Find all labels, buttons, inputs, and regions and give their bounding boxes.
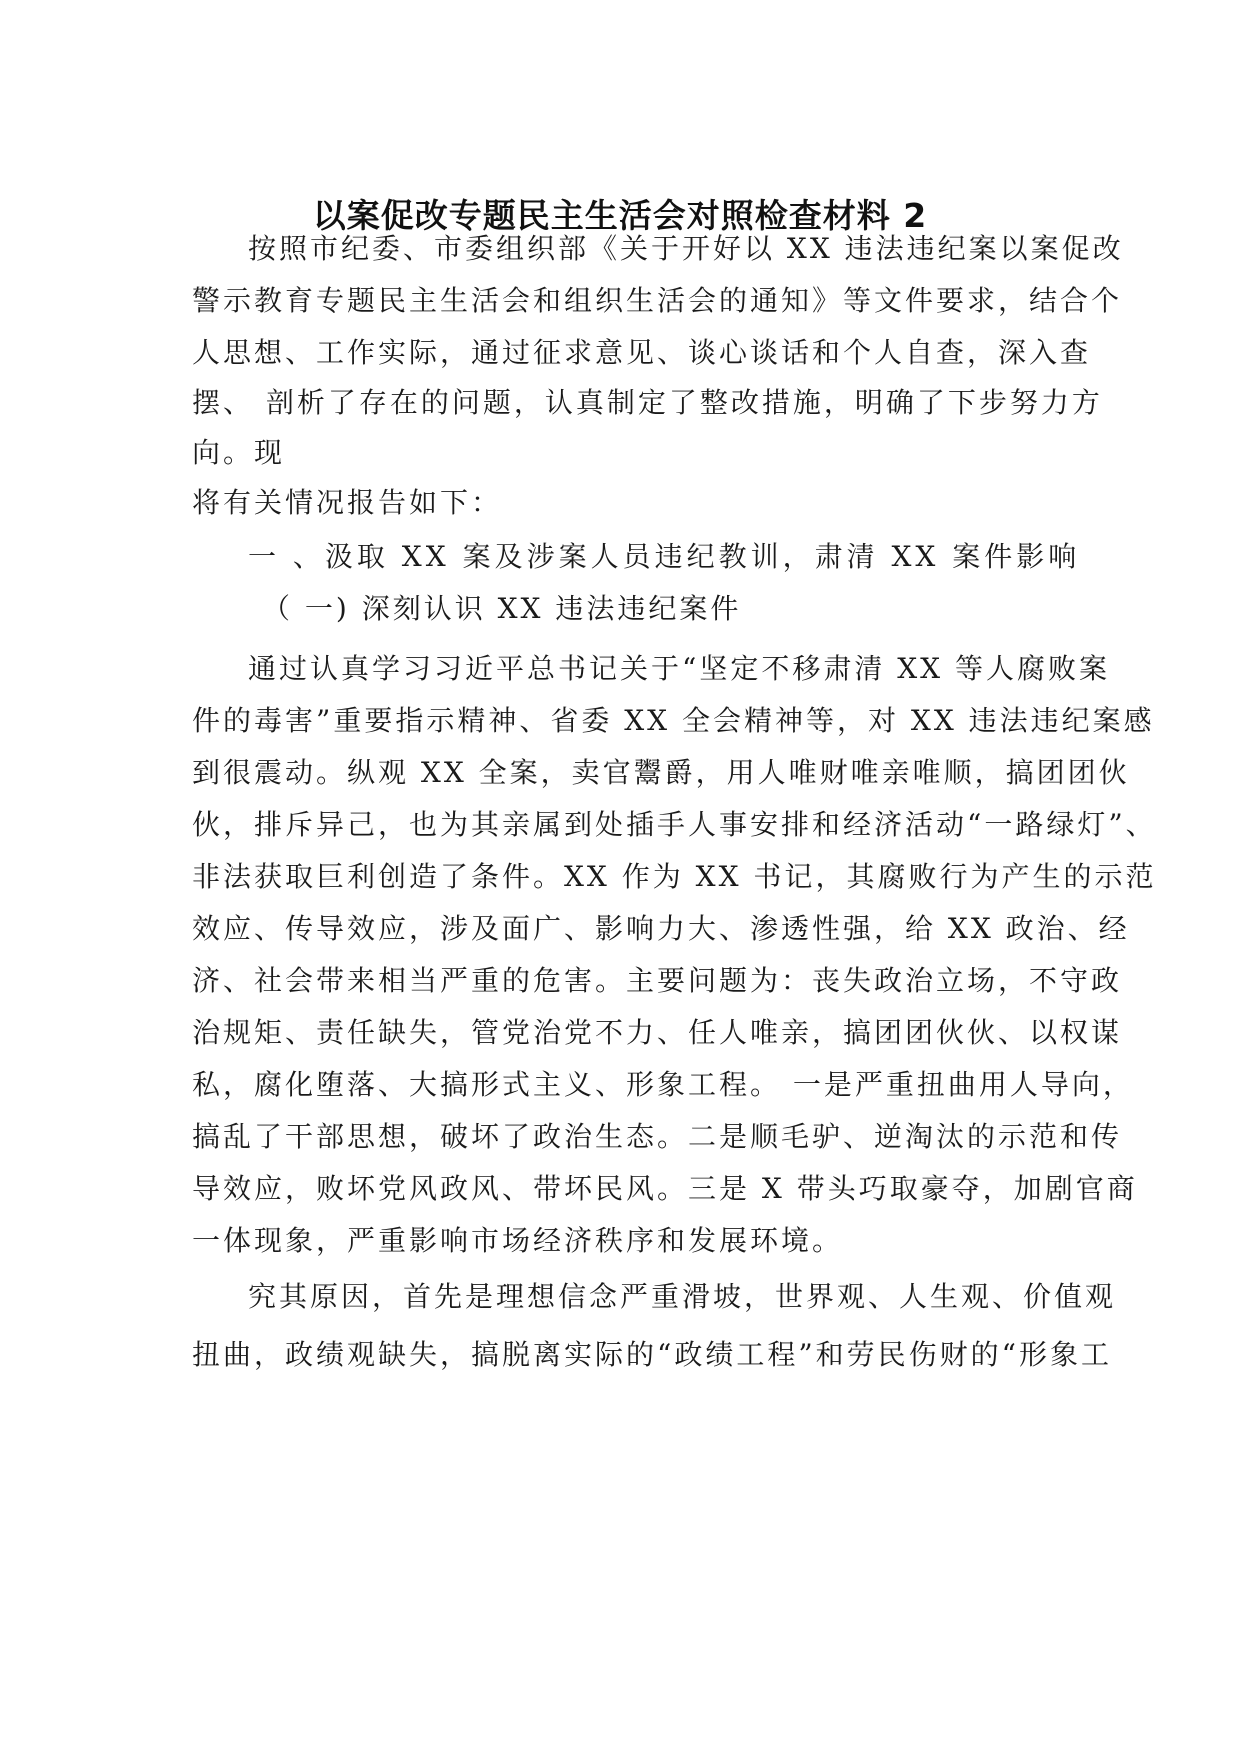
paragraph-line: 摆、 剖析了存在的问题，认真制定了整改措施，明确了下步努力方: [192, 386, 1103, 419]
paragraph-line: 人思想、工作实际，通过征求意见、谈心谈话和个人自查，深入查: [192, 336, 1092, 369]
document-title: 以案促改专题民主生活会对照检查材料 2: [312, 196, 928, 235]
paragraph-line: 到很震动。纵观 XX 全案，卖官鬻爵，用人唯财唯亲唯顺，搞团团伙: [192, 756, 1130, 789]
paragraph-line: 按照市纪委、市委组织部《关于开好以 XX 违法违纪案以案促改: [248, 232, 1124, 265]
paragraph-line: 件的毒害”重要指示精神、省委 XX 全会精神等，对 XX 违法违纪案感: [192, 704, 1155, 737]
paragraph-line: 向。现: [192, 436, 286, 469]
paragraph-line: 私，腐化堕落、大搞形式主义、形象工程。 一是严重扭曲用人导向，: [192, 1068, 1134, 1101]
paragraph-line: 扭曲，政绩观缺失，搞脱离实际的“政绩工程”和劳民伤财的“形象工: [192, 1338, 1112, 1371]
paragraph-line: 非法获取巨利创造了条件。XX 作为 XX 书记，其腐败行为产生的示范: [192, 860, 1157, 893]
subsection-heading: （ 一) 深刻认识 XX 违法违纪案件: [262, 592, 742, 625]
paragraph-line: 济、社会带来相当严重的危害。主要问题为：丧失政治立场，不守政: [192, 964, 1123, 997]
paragraph-line: 效应、传导效应，涉及面广、影响力大、渗透性强，给 XX 政治、经: [192, 912, 1130, 945]
paragraph-line: 搞乱了干部思想，破坏了政治生态。二是顺毛驴、逆淘汰的示范和传: [192, 1120, 1123, 1153]
paragraph-line: 通过认真学习习近平总书记关于“坚定不移肃清 XX 等人腐败案: [248, 652, 1110, 685]
paragraph-line: 治规矩、责任缺失，管党治党不力、任人唯亲，搞团团伙伙、以权谋: [192, 1016, 1123, 1049]
paragraph-line: 将有关情况报告如下：: [192, 486, 503, 519]
paragraph-line: 导效应，败坏党风政风、带坏民风。三是 X 带头巧取豪夺，加剧官商: [192, 1172, 1138, 1205]
paragraph-line: 警示教育专题民主生活会和组织生活会的通知》等文件要求，结合个: [192, 284, 1123, 317]
paragraph-line: 究其原因，首先是理想信念严重滑坡，世界观、人生观、价值观: [248, 1280, 1117, 1313]
paragraph-line: 一体现象，严重影响市场经济秩序和发展环境。: [192, 1224, 844, 1257]
paragraph-line: 伙，排斥异己，也为其亲属到处插手人事安排和经济活动“一路绿灯”、: [192, 808, 1157, 841]
section-heading: 一 、汲取 XX 案及涉案人员违纪教训，肃清 XX 案件影响: [248, 540, 1081, 573]
